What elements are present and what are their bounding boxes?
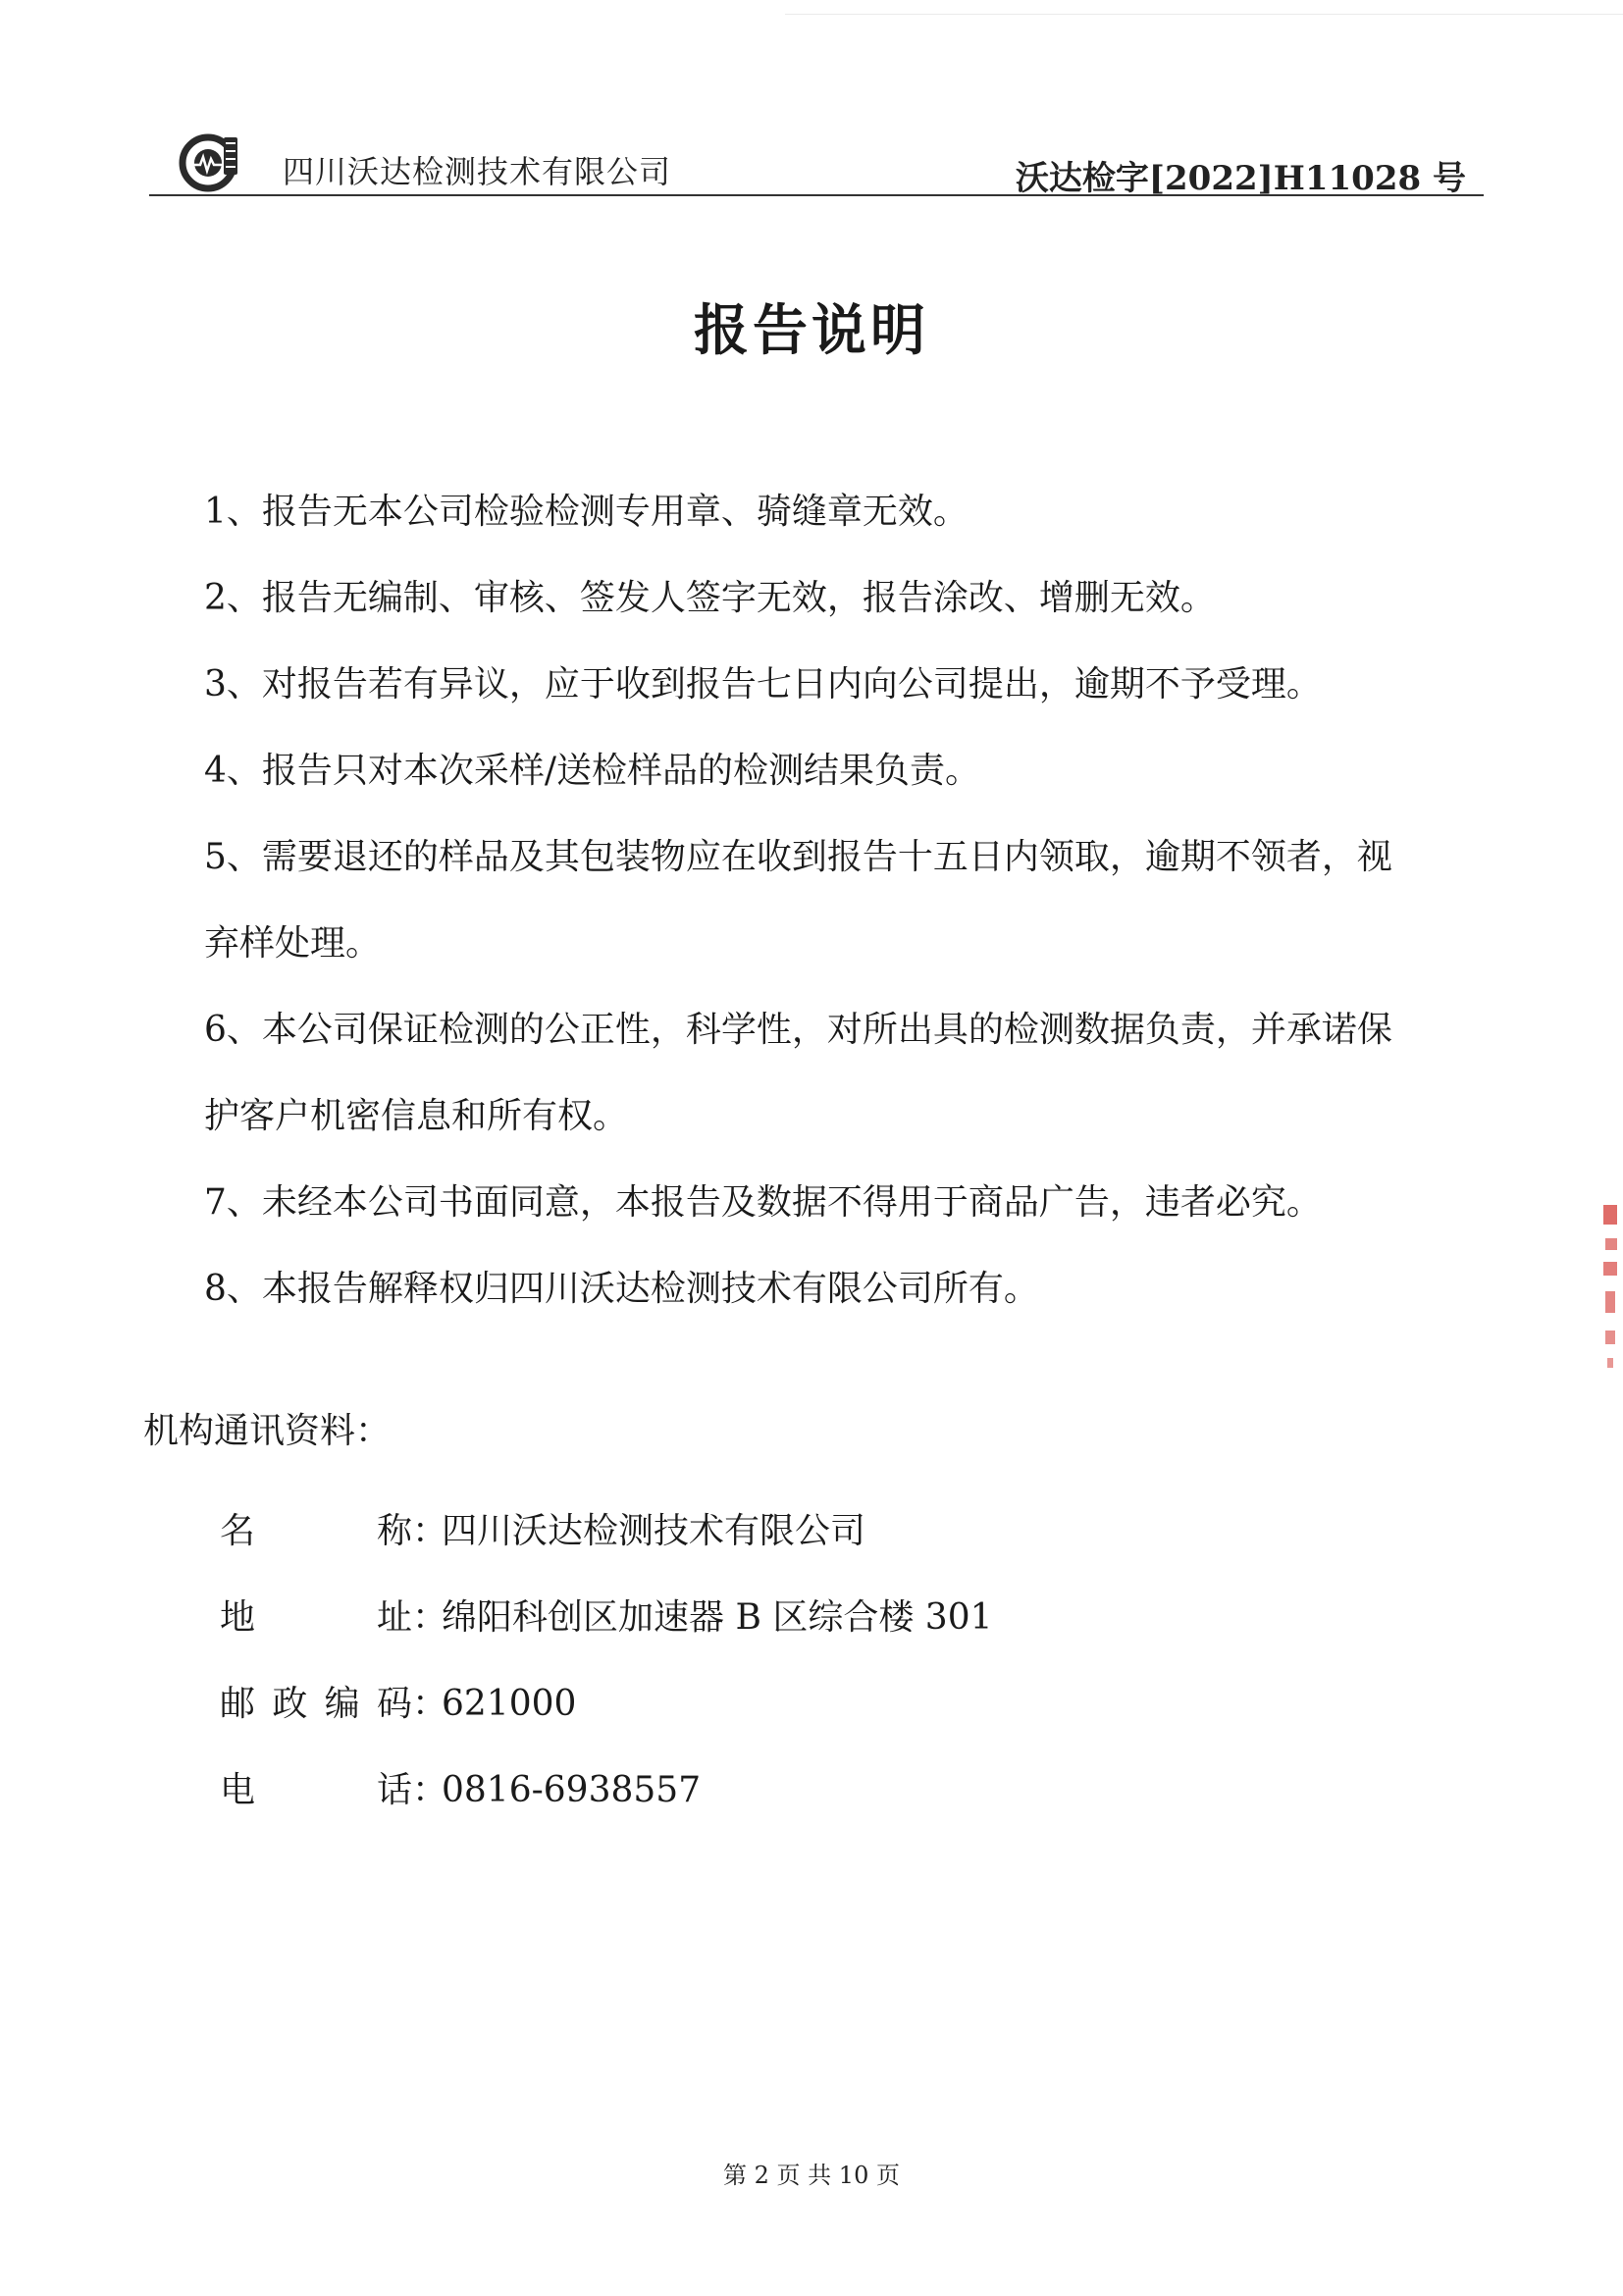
note-item: 6、本公司保证检测的公正性，科学性，对所出具的检测数据负责，并承诺保 [204,1010,1392,1050]
page-header [149,126,1484,198]
note-item: 3、对报告若有异议，应于收到报告七日内向公司提出，逾期不予受理。 [204,664,1322,704]
company-logo-icon [179,130,245,196]
contact-row-name [220,1488,993,1575]
header-divider [149,194,1484,196]
note-item: 4、报告只对本次采样/送检样品的检测结果负责。 [204,751,981,791]
contact-value: 绵阳科创区加速器 B 区综合楼 301 [442,1597,993,1638]
header-company-name: 四川沃达检测技术有限公司 [283,153,672,190]
contact-row-address [220,1575,993,1661]
contact-label: 电话 [220,1770,412,1810]
contact-colon: ： [412,1684,448,1724]
contact-row-postcode [220,1661,993,1748]
contact-colon: ： [412,1597,448,1638]
contact-label: 邮政编码 [220,1684,412,1724]
contact-colon: ： [412,1511,448,1551]
note-item: 5、需要退还的样品及其包装物应在收到报告十五日内领取，逾期不领者，视 [204,837,1392,877]
note-item: 8、本报告解释权归四川沃达检测技术有限公司所有。 [204,1269,1039,1309]
contact-value: 四川沃达检测技术有限公司 [442,1511,866,1551]
contact-colon: ： [412,1770,448,1810]
page-title: 报告说明 [694,299,929,363]
contact-value: 621000 [442,1684,577,1724]
notes-list [204,469,1490,1332]
note-item-continuation: 弃样处理。 [204,923,382,964]
note-item: 2、报告无编制、审核、签发人签字无效，报告涂改、增删无效。 [204,578,1216,618]
page-footer: 第 2 页 共 10 页 [723,2162,900,2189]
report-number: 沃达检字[2022]H11028 号 [1015,159,1466,198]
note-item-continuation: 护客户机密信息和所有权。 [204,1096,629,1136]
contact-value: 0816-6938557 [442,1770,702,1810]
contact-heading: 机构通讯资料： [143,1411,392,1451]
scan-artifact-line [785,14,1623,15]
note-item: 7、未经本公司书面同意，本报告及数据不得用于商品广告，违者必究。 [204,1182,1322,1223]
contact-label: 地址 [220,1597,412,1638]
contact-label: 名称 [220,1511,412,1551]
seam-seal-fragment-icon [1597,1205,1623,1372]
contact-info [220,1488,993,1834]
contact-row-phone [220,1748,993,1834]
note-item: 1、报告无本公司检验检测专用章、骑缝章无效。 [204,492,969,532]
